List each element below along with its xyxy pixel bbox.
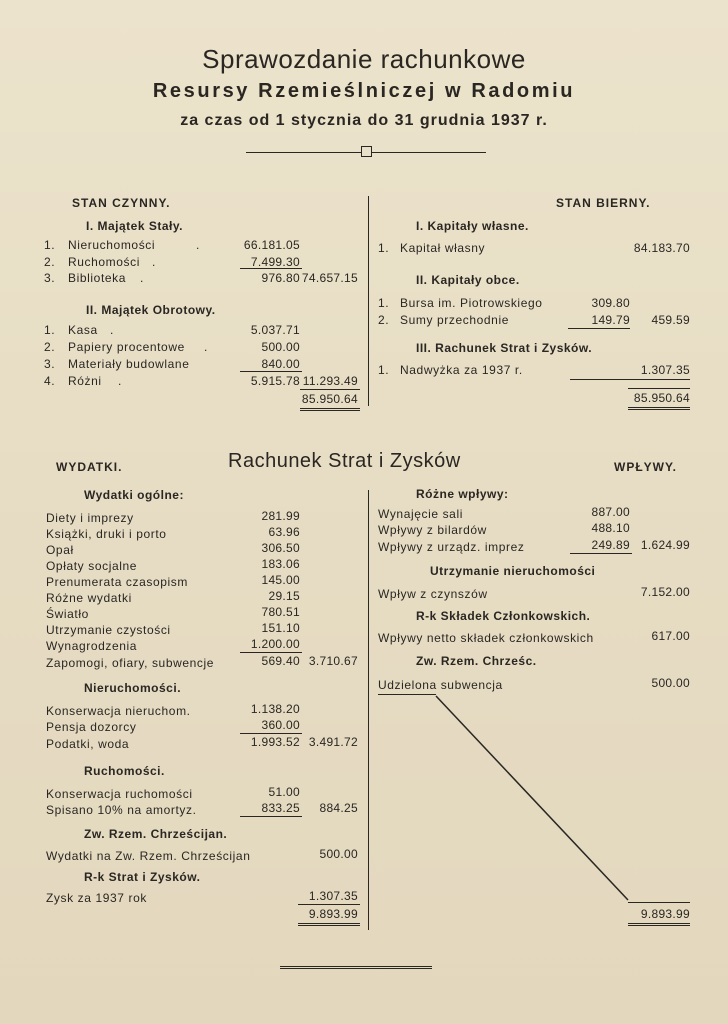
list-item-label: Bursa im. Piotrowskiego <box>400 296 543 310</box>
expense-label: Podatki, woda <box>46 737 130 751</box>
income-label: Wynajęcie sali <box>378 507 463 521</box>
list-item-value: 149.79 <box>591 313 630 327</box>
property-income-title: Utrzymanie nieruchomości <box>430 564 596 578</box>
income-value: 617.00 <box>651 629 690 643</box>
list-item-value: 5.037.71 <box>250 323 300 337</box>
list-item-number: 1. <box>378 296 390 310</box>
movable-expenses-total: 884.25 <box>319 801 358 815</box>
income-label: Wpływy netto składek członkowskich <box>378 631 594 645</box>
expense-label: Zysk za 1937 rok <box>46 891 147 905</box>
expense-label: Diety i imprezy <box>46 511 134 525</box>
general-expenses-total: 3.710.67 <box>308 654 358 668</box>
list-item-value: 84.183.70 <box>633 241 690 255</box>
expense-label: Zapomogi, ofiary, subwencje <box>46 656 215 670</box>
income-value: 7.152.00 <box>640 585 690 599</box>
expenses-grand-total: 9.893.99 <box>308 907 358 921</box>
current-assets-total: 11.293.49 <box>302 374 358 388</box>
list-item-label: Kapitał własny <box>400 241 486 255</box>
active-grand-total: 85.950.64 <box>301 392 358 406</box>
list-item-value: 7.499.30 <box>250 255 300 269</box>
income-label: Wpływy z urządz. imprez <box>378 540 525 554</box>
active-heading: STAN CZYNNY. <box>72 196 171 210</box>
expense-value: 1.200.00 <box>250 637 300 651</box>
list-item-label: Różni <box>68 374 102 388</box>
expense-value: 183.06 <box>261 557 300 571</box>
union-expenses-value: 500.00 <box>319 847 358 861</box>
pl-expenses-title: R-k Strat i Zysków. <box>84 870 201 884</box>
misc-income-title: Różne wpływy: <box>416 487 509 501</box>
union-expenses-title: Zw. Rzem. Chrześcijan. <box>84 827 228 841</box>
leader-dot: . <box>196 238 200 252</box>
list-item-number: 1. <box>44 238 56 252</box>
income-label: Wpływ z czynszów <box>378 587 488 601</box>
expense-value: 145.00 <box>261 573 300 587</box>
list-item-value: 976.80 <box>261 271 300 285</box>
report-title: Sprawozdanie rachunkowe <box>202 44 526 74</box>
list-item-label: Kasa <box>68 323 98 337</box>
income-label: Wpływy z bilardów <box>378 523 487 537</box>
profit-value: 1.307.35 <box>308 889 358 903</box>
list-item-label: Materiały budowlane <box>68 357 190 371</box>
expense-value: 281.99 <box>261 509 300 523</box>
list-item-number: 3. <box>44 271 56 285</box>
leader-dot: . <box>152 255 156 269</box>
fixed-assets-title: I. Majątek Stały. <box>86 219 183 233</box>
list-item-value: 500.00 <box>261 340 300 354</box>
general-expenses-title: Wydatki ogólne: <box>84 488 184 502</box>
list-item-label: Nieruchomości <box>68 238 156 252</box>
income-value: 500.00 <box>651 676 690 690</box>
total-rule <box>628 902 690 903</box>
list-item-number: 1. <box>378 363 390 377</box>
expenses-heading: WYDATKI. <box>56 460 123 474</box>
list-item-number: 3. <box>44 357 56 371</box>
expense-label: Konserwacja nieruchom. <box>46 704 191 718</box>
expense-value: 1.138.20 <box>250 702 300 716</box>
list-item-label: Sumy przechodnie <box>400 313 509 327</box>
expense-label: Światło <box>46 607 89 621</box>
income-grand-total: 9.893.99 <box>640 907 690 921</box>
expense-value: 569.40 <box>261 654 300 668</box>
list-item-number: 2. <box>44 340 56 354</box>
organization-name: Resursy Rzemieślniczej w Radomiu <box>152 80 576 102</box>
expense-label: Pensja dozorcy <box>46 720 137 734</box>
own-capital-title: I. Kapitały własne. <box>416 219 529 233</box>
pl-title: Rachunek Strat i Zysków <box>228 450 461 472</box>
list-item-value: 5.915.78 <box>250 374 300 388</box>
expense-label: Wynagrodzenia <box>46 639 138 653</box>
report-period: za czas od 1 stycznia do 31 grudnia 1937 r. <box>180 112 548 129</box>
expense-label: Opłaty socjalne <box>46 559 138 573</box>
passive-grand-total: 85.950.64 <box>633 391 690 405</box>
list-item-value: 66.181.05 <box>243 238 300 252</box>
list-item-number: 1. <box>378 241 390 255</box>
expense-label: Opał <box>46 543 74 557</box>
members-income-title: R-k Składek Członkowskich. <box>416 609 591 623</box>
pl-balance-title: III. Rachunek Strat i Zysków. <box>416 341 593 355</box>
income-heading: WPŁYWY. <box>614 460 677 474</box>
expense-value: 780.51 <box>261 605 300 619</box>
passive-heading: STAN BIERNY. <box>556 196 651 210</box>
union-income-title: Zw. Rzem. Chrześc. <box>416 654 537 668</box>
income-value: 488.10 <box>591 521 630 535</box>
foreign-capital-title: II. Kapitały obce. <box>416 273 520 287</box>
expense-label: Utrzymanie czystości <box>46 623 171 637</box>
footer-rule <box>280 966 432 969</box>
list-item-label: Papiery procentowe <box>68 340 185 354</box>
misc-income-total: 1.624.99 <box>640 538 690 552</box>
leader-dot: . <box>140 271 144 285</box>
expense-label: Konserwacja ruchomości <box>46 787 193 801</box>
list-item-label: Ruchomości <box>68 255 141 269</box>
list-item-value: 840.00 <box>261 357 300 371</box>
expense-value: 51.00 <box>268 785 300 799</box>
income-value: 249.89 <box>591 538 630 552</box>
expense-value: 833.25 <box>261 801 300 815</box>
leader-dot: . <box>118 374 122 388</box>
list-item-value: 1.307.35 <box>640 363 690 377</box>
list-item-number: 2. <box>378 313 390 327</box>
income-label: Udzielona subwencja <box>378 678 503 692</box>
current-assets-title: II. Majątek Obrotowy. <box>86 303 216 317</box>
expense-label: Prenumerata czasopism <box>46 575 188 589</box>
income-value: 887.00 <box>591 505 630 519</box>
expense-label: Spisano 10% na amortyz. <box>46 803 197 817</box>
expense-value: 306.50 <box>261 541 300 555</box>
expense-label: Książki, druki i porto <box>46 527 167 541</box>
leader-dot: . <box>204 340 208 354</box>
list-item-label: Nadwyżka za 1937 r. <box>400 363 523 377</box>
double-total-rule <box>628 923 690 926</box>
foreign-capital-total: 459.59 <box>651 313 690 327</box>
list-item-number: 1. <box>44 323 56 337</box>
movable-expenses-title: Ruchomości. <box>84 764 165 778</box>
property-expenses-title: Nieruchomości. <box>84 681 182 695</box>
list-item-value: 309.80 <box>591 296 630 310</box>
list-item-number: 2. <box>44 255 56 269</box>
expense-value: 63.96 <box>268 525 300 539</box>
expense-value: 151.10 <box>261 621 300 635</box>
list-item-label: Biblioteka <box>68 271 127 285</box>
expense-value: 29.15 <box>268 589 300 603</box>
leader-dot: . <box>110 323 114 337</box>
list-item-number: 4. <box>44 374 56 388</box>
expense-label: Różne wydatki <box>46 591 132 605</box>
expense-value: 360.00 <box>261 718 300 732</box>
fixed-assets-total: 74.657.15 <box>301 271 358 285</box>
expense-value: 1.993.52 <box>250 735 300 749</box>
expense-label: Wydatki na Zw. Rzem. Chrześcijan <box>46 849 251 863</box>
property-expenses-total: 3.491.72 <box>308 735 358 749</box>
